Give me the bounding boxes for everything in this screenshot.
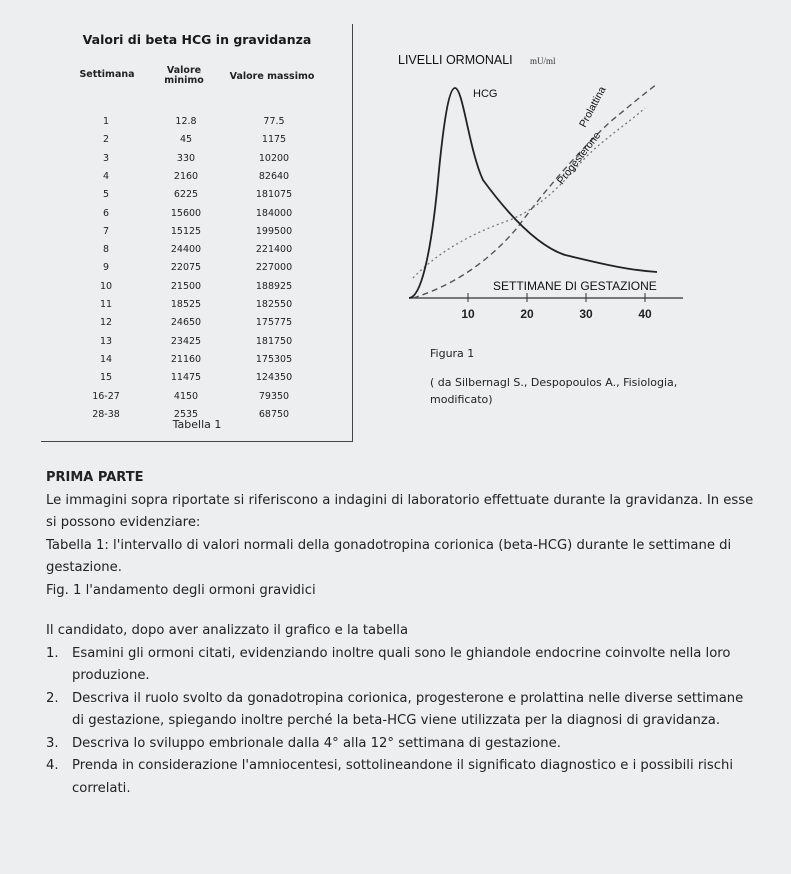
prolactin-label: Prolattina xyxy=(577,84,609,130)
exam-text xyxy=(46,467,776,800)
hormone-chart xyxy=(395,40,695,330)
cell-week: 9 xyxy=(102,262,110,274)
cell-max: 77.5 xyxy=(263,116,285,127)
table-row xyxy=(41,208,353,224)
header-max: Valore massimo xyxy=(229,71,315,82)
cell-max: 10200 xyxy=(258,152,290,164)
cell-max: 182550 xyxy=(255,299,293,310)
cell-max: 227000 xyxy=(255,262,293,274)
question-text xyxy=(72,733,776,756)
cell-week: 12 xyxy=(99,317,113,329)
question-line: Esamini gli ormoni citati, evidenziando inoltre quali sono le ghiandole endocrine coinvolte nella loro xyxy=(72,645,731,661)
cell-min: 330 xyxy=(176,152,196,164)
table-row xyxy=(41,317,353,333)
cell-max: 175775 xyxy=(255,317,293,329)
table-row xyxy=(41,171,353,187)
cell-week: 16-27 xyxy=(92,390,120,402)
question-line: Descriva il ruolo svolto da gonadotropina corionica, progesterone e prolattina nelle diverse settimane xyxy=(72,690,744,706)
table-row xyxy=(41,299,353,315)
cell-min: 15600 xyxy=(170,207,202,219)
cell-max: 79350 xyxy=(258,390,290,402)
table-row xyxy=(41,153,353,169)
cell-week: 13 xyxy=(99,335,113,347)
cell-week: 28-38 xyxy=(92,408,120,420)
cell-week: 10 xyxy=(99,280,113,292)
cell-min: 24650 xyxy=(170,317,202,329)
cell-min: 6225 xyxy=(173,189,199,201)
question-line: correlati. xyxy=(72,780,131,796)
table-row xyxy=(41,116,353,132)
cell-min: 2535 xyxy=(173,408,199,420)
cell-week: 3 xyxy=(102,152,110,164)
cell-week: 4 xyxy=(102,170,110,182)
section-title: PRIMA PARTE xyxy=(46,470,144,485)
question-list xyxy=(46,643,776,801)
table-row xyxy=(41,189,353,205)
table-row xyxy=(41,226,353,242)
header-week: Settimana xyxy=(79,69,135,80)
cell-min: 4150 xyxy=(173,390,199,402)
cell-max: 175305 xyxy=(255,353,293,365)
x-tick-label-20: 20 xyxy=(520,307,534,321)
cell-min: 12.8 xyxy=(175,116,197,127)
cell-max: 181075 xyxy=(255,189,293,201)
cell-min: 22075 xyxy=(170,262,202,274)
question-number: 2. xyxy=(46,690,59,706)
question-line: Prenda in considerazione l'amniocentesi, sottolineandone il significato diagnostico e i possibili rischi xyxy=(72,758,734,773)
hcg-table xyxy=(41,24,353,442)
intro-line: gestazione. xyxy=(46,560,122,575)
question-item xyxy=(46,688,776,733)
table-row xyxy=(41,336,353,352)
cell-week: 6 xyxy=(102,207,110,219)
cell-max: 184000 xyxy=(255,207,293,219)
cell-week: 1 xyxy=(102,116,110,127)
cell-max: 1175 xyxy=(261,134,287,146)
header-min-line1: Valore xyxy=(166,65,202,76)
x-tick-label-30: 30 xyxy=(579,307,593,321)
cell-week: 8 xyxy=(102,244,110,256)
cell-max: 68750 xyxy=(258,408,290,420)
cell-week: 15 xyxy=(99,372,113,384)
cell-min: 2160 xyxy=(173,170,199,182)
table-row xyxy=(41,372,353,388)
table-row xyxy=(41,262,353,278)
figure-source xyxy=(430,374,730,408)
chart-title: LIVELLI ORMONALI xyxy=(398,53,513,67)
question-text xyxy=(72,688,776,733)
figure-source-line2: modificato) xyxy=(430,393,493,406)
cell-min: 24400 xyxy=(170,244,202,256)
question-line: produzione. xyxy=(72,668,150,683)
hcg-curve xyxy=(409,88,657,298)
intro-line: si possono evidenziare: xyxy=(46,515,201,530)
question-item xyxy=(46,643,776,688)
cell-week: 7 xyxy=(102,225,110,237)
question-item xyxy=(46,755,776,800)
cell-max: 181750 xyxy=(255,335,293,347)
question-line: Descriva lo sviluppo embrionale dalla 4° alla 12° settimana di gestazione. xyxy=(72,735,561,751)
prolactin-curve xyxy=(413,84,657,298)
question-item xyxy=(46,733,776,756)
x-axis-label: SETTIMANE DI GESTAZIONE xyxy=(493,279,657,293)
cell-max: 124350 xyxy=(255,372,293,384)
intro-line: Le immagini sopra riportate si riferiscono a indagini di laboratorio effettuate durante la gravidanza. In esse xyxy=(46,492,754,508)
intro-line: Fig. 1 l'andamento degli ormoni gravidici xyxy=(46,582,316,598)
x-tick-label-40: 40 xyxy=(638,307,652,321)
table-row xyxy=(41,281,353,297)
progesterone-curve xyxy=(413,108,645,278)
cell-min: 21160 xyxy=(170,353,202,365)
chart-unit: mU/ml xyxy=(530,56,556,66)
table-row xyxy=(41,134,353,150)
table-row xyxy=(41,244,353,260)
cell-week: 2 xyxy=(102,134,110,146)
question-number: 4. xyxy=(46,758,59,773)
cell-min: 11475 xyxy=(170,372,202,384)
lead-line: Il candidato, dopo aver analizzato il grafico e la tabella xyxy=(46,623,409,638)
question-text xyxy=(72,755,776,800)
question-number: 1. xyxy=(46,645,59,661)
question-number: 3. xyxy=(46,735,59,751)
cell-max: 82640 xyxy=(258,170,290,182)
cell-max: 221400 xyxy=(255,244,293,256)
progesterone-label: Progesterone xyxy=(554,129,604,187)
header-min xyxy=(154,66,214,86)
intro-line: Tabella 1: l'intervallo di valori normali della gonadotropina corionica (beta-HCG) durante le settimane di xyxy=(46,537,732,553)
question-line: di gestazione, spiegando inoltre perché la beta-HCG viene utilizzata per la diagnosi di gravidanza. xyxy=(72,713,721,728)
cell-week: 11 xyxy=(99,299,113,310)
figure-caption: Figura 1 xyxy=(430,347,475,360)
hcg-label: HCG xyxy=(473,88,498,100)
question-text xyxy=(72,643,776,688)
x-tick-label-10: 10 xyxy=(461,307,475,321)
figure-source-line1: ( da Silbernagl S., Despopoulos A., Fisiologia, xyxy=(430,376,678,389)
cell-min: 18525 xyxy=(170,299,202,310)
table-caption: Tabella 1 xyxy=(172,418,222,431)
cell-max: 188925 xyxy=(255,280,293,292)
cell-min: 21500 xyxy=(170,280,202,292)
cell-week: 14 xyxy=(99,353,113,365)
cell-min: 45 xyxy=(179,134,193,146)
cell-min: 23425 xyxy=(170,335,202,347)
cell-week: 5 xyxy=(102,189,110,201)
header-min-line2: minimo xyxy=(164,75,204,86)
table-row xyxy=(41,354,353,370)
table-title: Valori di beta HCG in gravidanza xyxy=(82,32,312,47)
cell-max: 199500 xyxy=(255,225,293,237)
cell-min: 15125 xyxy=(170,225,202,237)
table-row xyxy=(41,391,353,407)
